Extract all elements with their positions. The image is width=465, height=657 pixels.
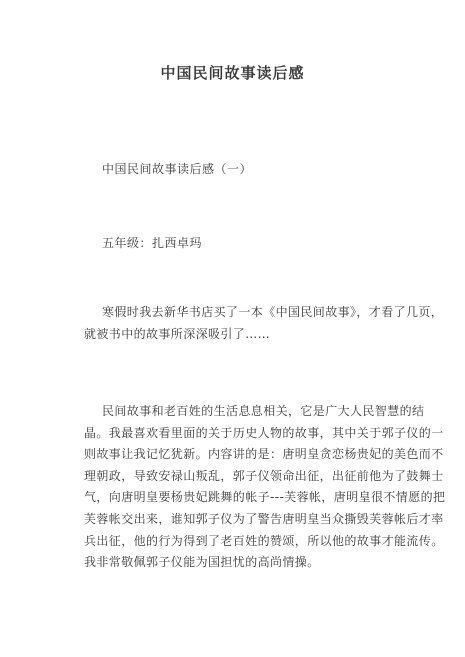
paragraph-1-line: 就被书中的故事所深深吸引了……	[84, 326, 271, 341]
paragraph-2-line: 气，向唐明皇要杨贵妃跳舞的帐子---芙蓉帐，唐明皇很不情愿的把	[84, 490, 446, 505]
subtitle: 中国民间故事读后感（一）	[102, 162, 253, 176]
paragraph-1	[84, 302, 444, 345]
paragraph-2-line: 理朝政，导致安禄山叛乱，郭子仪领命出征，出征前他为了鼓舞士	[84, 468, 444, 483]
paragraph-2-line: 我非常敬佩郭子仪能为国担忧的高尚情操。	[84, 555, 320, 570]
paragraph-2-line: 兵出征，他的行为得到了老百姓的赞颂，所以他的故事才能流传。	[84, 533, 444, 548]
paragraph-2-line: 晶。我最喜欢看里面的关于历史人物的故事，其中关于郭子仪的一	[84, 425, 444, 440]
paragraph-2-line: 则故事让我记忆犹新。内容讲的是：唐明皇贪恋杨贵妃的美色而不	[84, 447, 444, 462]
document-title: 中国民间故事读后感	[160, 64, 305, 82]
paragraph-1-line: 寒假时我去新华书店买了一本《中国民间故事》，才看了几页，	[102, 305, 444, 319]
paragraph-2-line: 民间故事和老百姓的生活息息相关，它是广大人民智慧的结	[102, 404, 425, 418]
author-grade: 五年级：扎西卓玛	[102, 236, 203, 250]
paragraph-2	[84, 401, 446, 574]
paragraph-2-line: 芙蓉帐交出来，谁知郭子仪为了警告唐明皇当众撕毁芙蓉帐后才率	[84, 511, 444, 526]
